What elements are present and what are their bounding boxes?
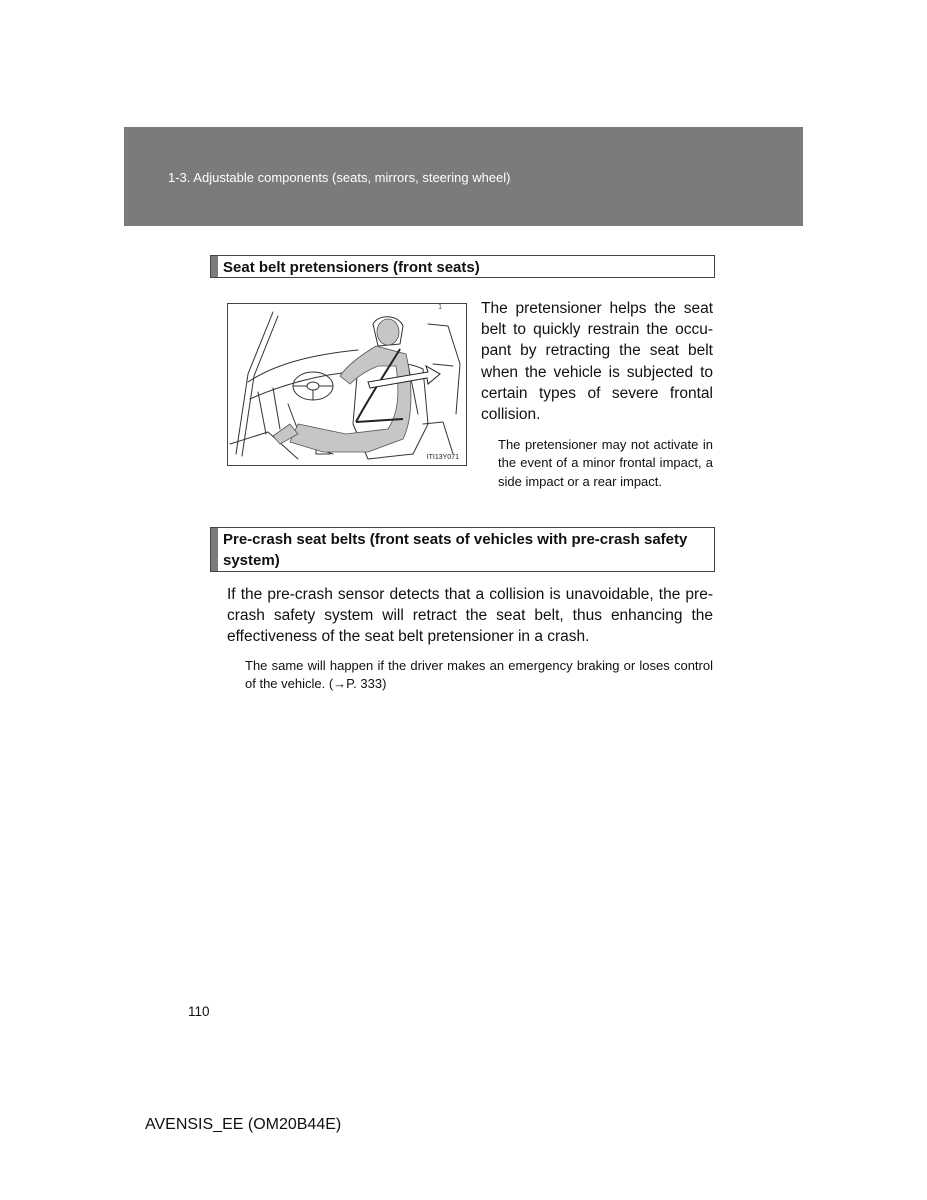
section-heading-pretensioners <box>210 255 715 278</box>
figure-reference-mark: 1 <box>438 304 442 311</box>
pre-crash-note: The same will happen if the driver makes an emergency braking or loses control of the vehicle. (→P. 333) <box>245 658 713 692</box>
pretensioner-illustration <box>227 303 467 466</box>
figure-code: ITI13Y071 <box>426 454 459 461</box>
chapter-breadcrumb: 1-3. Adjustable components (seats, mirrors, steering wheel) <box>168 170 511 185</box>
pretensioner-description: The pretensioner helps the seat belt to quickly restrain the occupant by retracting the seat belt when the vehicle is subjected to certain types of severe frontal collision. <box>481 300 713 424</box>
pretensioner-note: The pretensioner may not activate in the event of a minor frontal impact, a side impact or a rear impact. <box>498 437 713 489</box>
chapter-header-band <box>124 127 803 226</box>
section-title: Seat belt pretensioners (front seats) <box>223 259 480 276</box>
car-interior-drawing <box>228 304 466 465</box>
document-code: AVENSIS_EE (OM20B44E) <box>145 1116 342 1133</box>
heading-accent-bar <box>211 256 218 277</box>
section-title: Pre-crash seat belts (front seats of vehicles with pre-crash safety system) <box>223 531 688 569</box>
section-heading-pre-crash <box>210 527 715 572</box>
heading-accent-bar <box>211 528 218 571</box>
page-number: 110 <box>188 1004 210 1019</box>
pre-crash-description: If the pre-crash sensor detects that a collision is unavoidable, the precrash safety system will retract the seat belt, thus enhancing the effectiveness of the seat belt pretensioner in a crash. <box>227 586 713 646</box>
